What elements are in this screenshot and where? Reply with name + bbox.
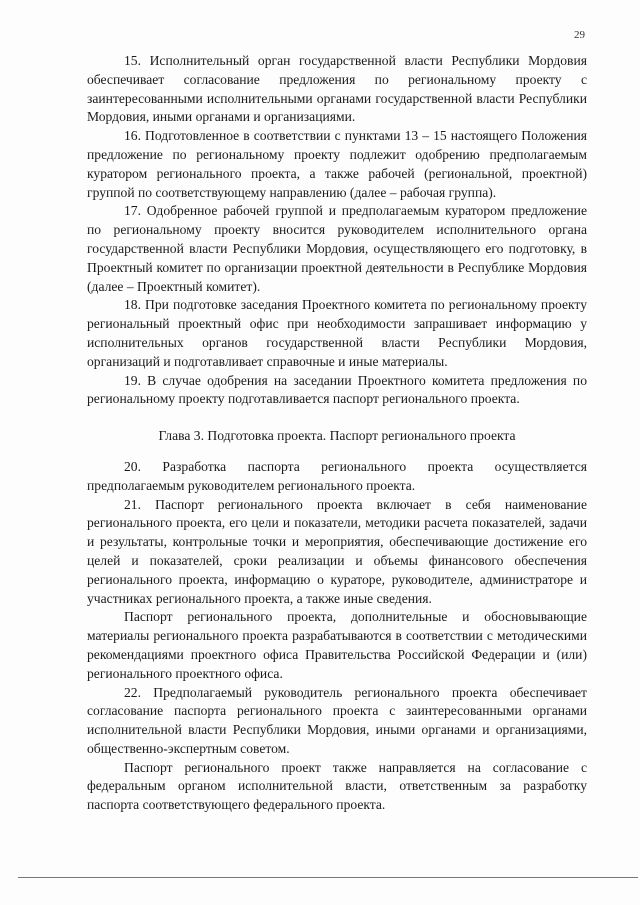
chapter-heading: Глава 3. Подготовка проекта. Паспорт регионального проекта bbox=[158, 428, 516, 444]
scan-edge-line bbox=[18, 877, 638, 878]
paragraph-16: 16. Подготовленное в соответствии с пунктами 13 – 15 настоящего Положения предложение по региональному проекту подлежит одобрению предполагаемым куратором регионального проекта, а также рабочей (региональной, проектной) группой по соответствующему направлению (далее – рабочая группа). bbox=[87, 128, 587, 200]
paragraph-21: 21. Паспорт регионального проекта включает в себя наименование регионального проекта, его цели и показатели, методики расчета показателей, задачи и результаты, контрольные точки и мероприятия, обеспечивающие достижение его целей и показателей, сроки реализации и объемы финансового обеспечения регионального проекта, информацию о кураторе, руководителе, администраторе и участниках регионального проекта, а также иные сведения. bbox=[87, 496, 587, 606]
document-body bbox=[87, 52, 587, 815]
paragraph-15: 15. Исполнительный орган государственной власти Республики Мордовия обеспечивает согласование предложения по региональному проекту с заинтересованными исполнительными органами государственной власти Республики Мордовия, иными органами и организациями. bbox=[87, 53, 587, 125]
paragraph-20: 20. Разработка паспорта регионального проекта осуществляется предполагаемым руководителем регионального проекта. bbox=[87, 458, 587, 493]
paragraph-18: 18. При подготовке заседания Проектного комитета по региональному проекту региональный проектный офис при необходимости запрашивает информацию у исполнительных органов государственной власти Республики Мордовия, организаций и подготавливает справочные и иные материалы. bbox=[87, 297, 587, 369]
paragraph-17: 17. Одобренное рабочей группой и предполагаемым куратором предложение по региональному проекту вносится руководителем исполнительного органа государственной власти Республики Мордовия, осуществляющего его подготовку, в Проектный комитет по организации проектной деятельности в Республике Мордовия (далее – Проектный комитет). bbox=[87, 203, 587, 294]
paragraph-21-continued: Паспорт регионального проекта, дополнительные и обосновывающие материалы регионального проекта разрабатываются в соответствии с методическими рекомендациями проектного офиса Правительства Российской Федерации и (или) регионального проектного офиса. bbox=[87, 609, 587, 681]
paragraph-19: 19. В случае одобрения на заседании Проектного комитета предложения по региональному проекту подготавливается паспорт регионального проекта. bbox=[87, 372, 587, 407]
paragraph-22-continued: Паспорт регионального проект также направляется на согласование с федеральным органом исполнительной власти, ответственным за разработку паспорта соответствующего федерального проекта. bbox=[87, 759, 587, 813]
page-number: 29 bbox=[574, 29, 585, 41]
paragraph-22: 22. Предполагаемый руководитель регионального проекта обеспечивает согласование паспорта регионального проекта с заинтересованными органами исполнительной власти Республики Мордовия, иными органами и организациями, общественно-экспертным советом. bbox=[87, 684, 587, 756]
